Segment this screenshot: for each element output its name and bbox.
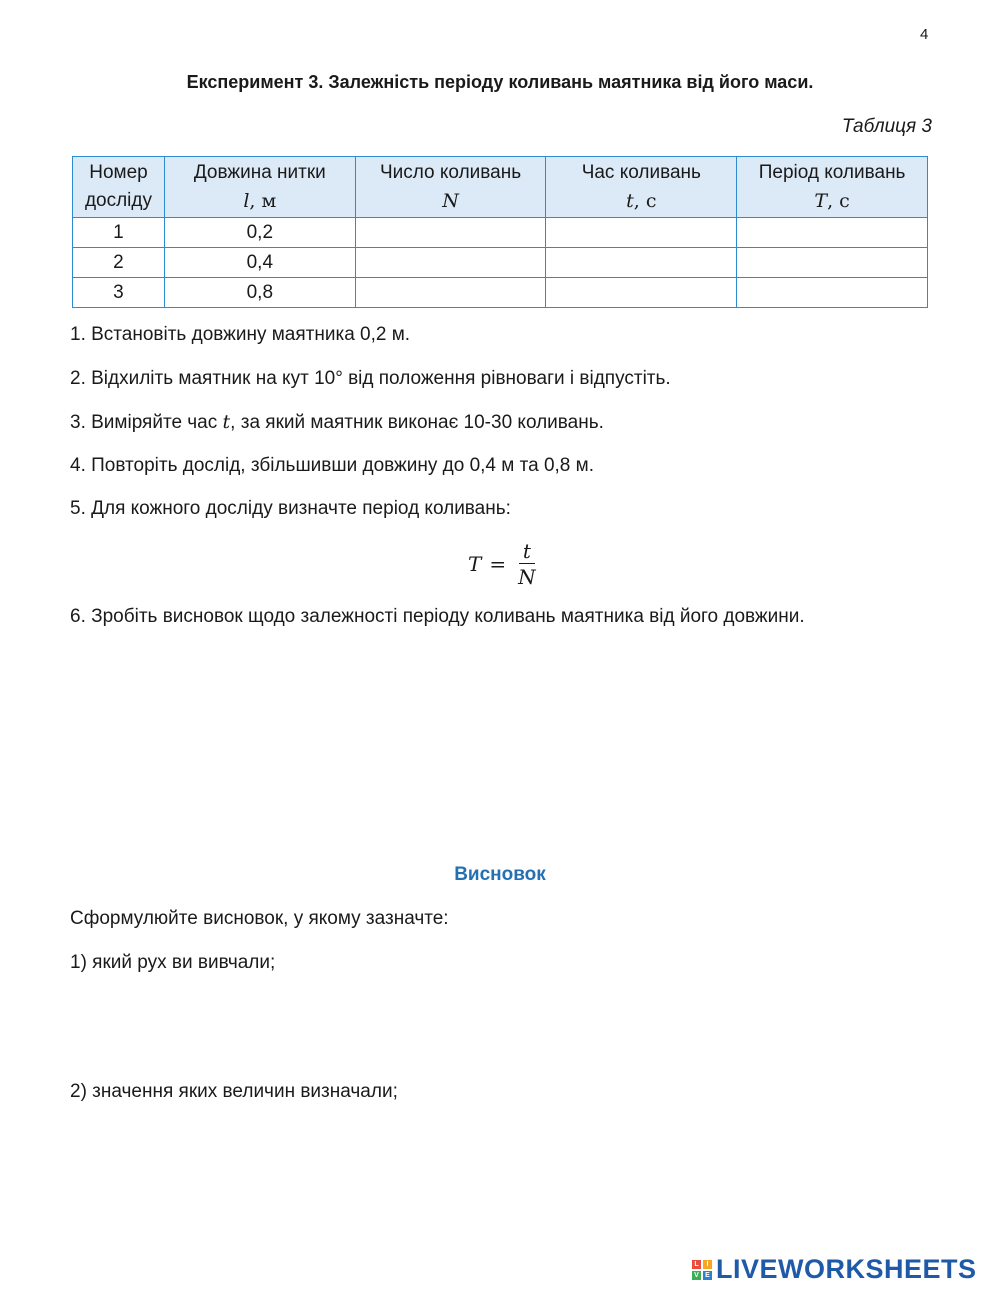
header-symbol: N [442, 189, 459, 212]
step-1: 1. Встановіть довжину маятника 0,2 м. [70, 324, 411, 345]
header-label: Період коливань [758, 161, 906, 183]
header-label: Час коливань [581, 161, 701, 183]
logo-mark-tile: I [703, 1260, 712, 1269]
cell-time-answer[interactable] [546, 278, 737, 308]
step-6: 6. Зробіть висновок щодо залежності періоду коливань маятника від його довжини. [70, 606, 805, 627]
logo-mark-tile: V [692, 1271, 701, 1280]
header-label: Число коливань [379, 161, 522, 183]
cell-period-answer[interactable] [737, 278, 928, 308]
header-symbol: t [626, 189, 634, 212]
header-label: Номер [89, 162, 148, 183]
formula-numerator: t [519, 539, 535, 564]
cell-length: 0,8 [164, 278, 355, 308]
header-unit: , с [633, 189, 657, 212]
time-symbol: t [222, 411, 231, 433]
cell-period-answer[interactable] [737, 248, 928, 278]
header-unit: , м [249, 189, 277, 212]
cell-number: 1 [73, 218, 165, 248]
header-symbol: l [243, 189, 250, 212]
header-unit: , с [827, 189, 850, 212]
formula-equals: = [489, 552, 507, 576]
cell-count-answer[interactable] [355, 218, 546, 248]
table-row [73, 278, 928, 308]
header-period [737, 157, 928, 218]
conclusion-intro: Сформулюйте висновок, у якому зазначте: [70, 908, 449, 929]
conclusion-question-2: 2) значення яких величин визначали; [70, 1081, 398, 1102]
formula-fraction [514, 539, 540, 590]
table-header-row [73, 157, 928, 218]
cell-length: 0,4 [164, 248, 355, 278]
cell-time-answer[interactable] [546, 248, 737, 278]
liveworksheets-logo [692, 1254, 977, 1285]
cell-period-answer[interactable] [737, 218, 928, 248]
results-table [72, 156, 928, 308]
cell-time-answer[interactable] [546, 218, 737, 248]
header-label: Довжина нитки [193, 161, 326, 183]
page-title: Експеримент 3. Залежність періоду коливань маятника від його маси. [186, 72, 814, 92]
conclusion-question-1: 1) який рух ви вивчали; [70, 952, 276, 973]
table-caption: Таблиця 3 [841, 116, 932, 137]
table-row [73, 218, 928, 248]
cell-count-answer[interactable] [355, 248, 546, 278]
logo-mark-tile: L [692, 1260, 701, 1269]
header-label: досліду [84, 190, 152, 211]
header-length [164, 157, 355, 218]
logo-mark-icon [692, 1260, 712, 1280]
conclusion-heading: Висновок [454, 864, 546, 885]
logo-text: LIVEWORKSHEETS [716, 1254, 977, 1284]
header-symbol: T [814, 189, 828, 212]
step-3-text-end: , за який маятник виконає 10-30 коливань. [230, 412, 604, 433]
logo-mark-tile: E [703, 1271, 712, 1280]
cell-number: 3 [73, 278, 165, 308]
header-experiment-number [73, 157, 165, 218]
step-3 [70, 411, 604, 434]
header-time [546, 157, 737, 218]
step-4: 4. Повторіть дослід, збільшивши довжину до 0,4 м та 0,8 м. [70, 455, 594, 476]
page-number: 4 [920, 26, 929, 43]
header-oscillation-count [355, 157, 546, 218]
formula-lhs: T [468, 552, 482, 576]
cell-count-answer[interactable] [355, 278, 546, 308]
cell-length: 0,2 [164, 218, 355, 248]
step-3-text: 3. Виміряйте час [70, 412, 223, 433]
step-5: 5. Для кожного досліду визначте період коливань: [70, 498, 511, 519]
cell-number: 2 [73, 248, 165, 278]
formula-denominator: N [518, 564, 536, 589]
period-formula [468, 536, 540, 592]
step-2: 2. Відхиліть маятник на кут 10° від положення рівноваги і відпустіть. [70, 368, 671, 389]
table-row [73, 248, 928, 278]
